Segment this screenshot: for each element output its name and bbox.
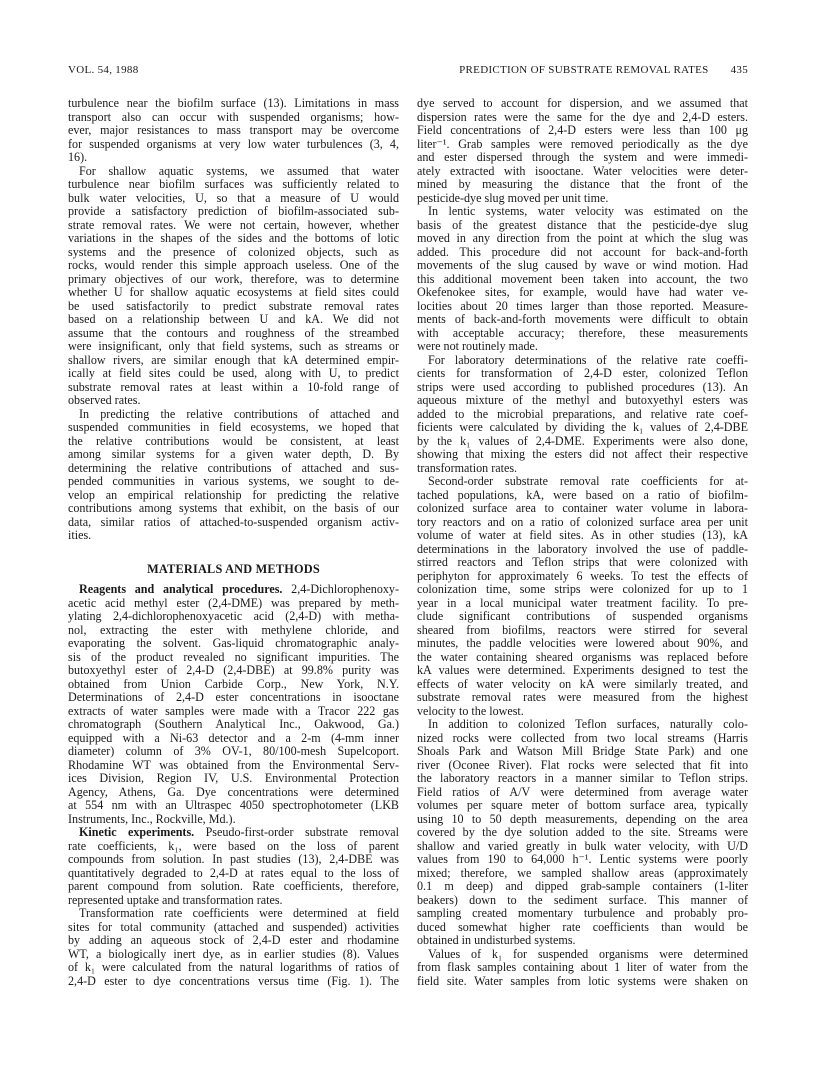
journal-volume: VOL. 54, 1988 — [68, 64, 139, 76]
text-line — [68, 192, 399, 206]
line-text: by the k₁ values of 2,4-DME. Experiments were also done, — [417, 433, 748, 448]
line-text: Agency, Athens, Ga. Dye concentrations were determined — [68, 784, 399, 799]
text-line — [68, 273, 399, 287]
running-title-and-page — [459, 64, 748, 76]
text-line — [68, 516, 399, 530]
line-text: Instruments, Inc., Rockville, Md.). — [68, 811, 236, 826]
line-text: field site. Water samples from lotic systems were shaken on — [417, 973, 748, 988]
text-line — [68, 435, 399, 449]
text-line — [417, 300, 748, 314]
text-line — [68, 381, 399, 395]
line-text: liter⁻¹. Grab samples were removed periodically as the dye — [417, 136, 748, 151]
left-column — [68, 97, 399, 988]
line-text: by adding an aqueous stock of 2,4-D ester and rhodamine — [68, 933, 399, 947]
line-text: For laboratory determinations of the relative rate coeffi- — [428, 352, 748, 367]
line-text: were insignificant, only that field systems, such as streams or — [68, 339, 399, 353]
text-line — [68, 799, 399, 813]
line-text: extracts of water samples were made with a Tracor 222 gas — [68, 703, 399, 718]
text-line — [417, 259, 748, 273]
line-text: transformation rates. — [417, 460, 518, 475]
line-text: covered by the dye solution added to the site. Streams were — [417, 825, 748, 839]
text-line — [68, 894, 399, 908]
line-text: In addition to colonized Teflon surfaces, naturally colo- — [428, 717, 748, 731]
line-text: WT, a biologically inert dye, as in earlier studies (8). Values — [68, 946, 399, 961]
text-line — [417, 597, 748, 611]
text-line — [417, 151, 748, 165]
line-text: obtained from Union Carbide Corp., New York, N.Y. — [68, 676, 399, 691]
text-line — [417, 894, 748, 908]
text-line — [68, 853, 399, 867]
paragraph — [68, 97, 399, 165]
text-line — [68, 489, 399, 503]
text-line — [417, 273, 748, 287]
text-line — [417, 732, 748, 746]
line-text: Okefenokee sites, for example, would have had water ve- — [417, 285, 748, 299]
text-line — [417, 462, 748, 476]
text-line — [417, 705, 748, 719]
text-line — [417, 759, 748, 773]
text-line — [417, 543, 748, 557]
line-text: movements of the slug caused by wave or wind motion. Had — [417, 258, 748, 272]
text-line — [68, 921, 399, 935]
line-text: dye served to account for dispersion, and we assumed that — [417, 96, 748, 110]
line-text: and ester dispersed through the system and were immedi- — [417, 150, 748, 164]
text-line — [68, 178, 399, 192]
paragraph — [417, 718, 748, 948]
text-line — [68, 651, 399, 665]
text-line — [68, 637, 399, 651]
text-line — [417, 354, 748, 368]
line-text: velocity to the lowest. — [417, 703, 524, 718]
text-line — [417, 718, 748, 732]
line-text: based on a relationship between U and kA. We did not — [68, 312, 399, 326]
line-text: sis of the product revealed no significant impurities. The — [68, 649, 399, 664]
line-text: substrate removal rates at least within a 10-fold range of — [68, 379, 399, 394]
line-text: 16). — [68, 150, 88, 164]
paragraph-run-in-heading: Reagents and analytical procedures. — [79, 582, 283, 596]
running-title: PREDICTION OF SUBSTRATE REMOVAL RATES — [459, 64, 709, 76]
line-text: year in a local municipal water treatment facility. To pre- — [417, 595, 748, 610]
line-text: mixed; therefore, we sampled shallow areas (approximately — [417, 865, 748, 880]
line-text: tached populations, kA, were based on a ratio of biofilm- — [417, 487, 748, 502]
line-text: Rhodamine WT was obtained from the Environmental Serv- — [68, 757, 399, 772]
line-text: Shoals Park and Watson Mill Bridge State Park) and one — [417, 744, 748, 758]
line-text: equipped with a Ni-63 detector and a 2-m (4-mm inner — [68, 730, 399, 745]
text-line — [68, 111, 399, 125]
right-column — [417, 97, 748, 988]
text-line — [68, 840, 399, 854]
text-line — [68, 367, 399, 381]
line-text: Values of k₁ for suspended organisms were determined — [428, 946, 748, 961]
line-text: aqueous mixture of the methyl and butoxyethyl esters was — [417, 393, 748, 407]
line-text: data, similar ratios of attached-to-suspended organism activ- — [68, 514, 399, 529]
text-line — [68, 421, 399, 435]
paragraph — [417, 97, 748, 205]
line-text: effects of water velocity on kA were similarly treated, and — [417, 676, 748, 691]
text-line — [417, 556, 748, 570]
line-text: mined by measuring the distance that the front of the — [417, 177, 748, 191]
running-head — [68, 64, 748, 78]
line-text: quantitatively degraded to 2,4-D at rates equal to the loss of — [68, 865, 399, 880]
line-text: In lentic systems, water velocity was estimated on the — [428, 204, 748, 218]
text-line — [417, 853, 748, 867]
text-line — [68, 462, 399, 476]
page-number: 435 — [730, 64, 748, 76]
line-text: evaporating the solvent. Gas-liquid chromatographic analy- — [68, 636, 399, 650]
text-line — [417, 772, 748, 786]
text-line — [68, 259, 399, 273]
line-text: ately extracted with isooctane. Water velocities were deter- — [417, 163, 748, 178]
line-text: locities about 20 times larger than those reported. Measure- — [417, 298, 748, 313]
line-text: parent compound from solution. Rate coefficients, therefore, — [68, 879, 399, 893]
text-line — [417, 691, 748, 705]
line-text: ever, major resistances to mass transport may be overcome — [68, 123, 399, 137]
text-line — [417, 178, 748, 192]
paragraph — [68, 826, 399, 907]
paragraph — [68, 408, 399, 543]
text-line — [68, 718, 399, 732]
line-text: periphyton for approximately 6 weeks. To test the effects of — [417, 568, 748, 583]
text-line — [417, 664, 748, 678]
text-line — [417, 340, 748, 354]
line-text: turbulence near biofilm surfaces was sufficiently related to — [68, 177, 399, 191]
text-line — [68, 961, 399, 975]
line-text: values from 190 to 64,000 h⁻¹. Lentic systems were poorly — [417, 852, 748, 866]
text-line — [68, 732, 399, 746]
paragraph — [68, 583, 399, 826]
line-text: ficients were calculated by dividing the k₁ values of 2,4-DBE — [417, 420, 748, 434]
line-text: chromatograph (Southern Analytical Inc., Oakwood, Ga.) — [68, 717, 399, 731]
line-text: pesticide-dye slug moved per unit time. — [417, 190, 609, 205]
line-text: stirred reactors and Teflon strips that were colonized with — [417, 555, 748, 569]
text-line — [68, 705, 399, 719]
line-text: assume that the contours and roughness of the streambed — [68, 325, 399, 340]
line-text: provide a satisfactory prediction of biofilm-associated sub- — [68, 204, 399, 218]
line-text: shallow rivers, are similar enough that kA determined empir- — [68, 352, 399, 367]
text-line — [68, 745, 399, 759]
line-text: acetic acid methyl ester (2,4-DME) was prepared by meth- — [68, 595, 399, 610]
text-line — [417, 408, 748, 422]
text-line — [68, 934, 399, 948]
line-text: nized rocks were collected from two local streams (Harris — [417, 730, 748, 745]
line-text: rate coefficients, k₁, were based on the loss of parent — [68, 838, 399, 853]
text-line — [417, 529, 748, 543]
text-line — [68, 286, 399, 300]
text-line — [68, 772, 399, 786]
line-text: be used satisfactorily to predict substrate removal rates — [68, 298, 399, 313]
text-line — [68, 327, 399, 341]
line-text: ities. — [68, 528, 92, 542]
text-line — [417, 610, 748, 624]
line-text: of k₁ were calculated from the natural logarithms of ratios of — [68, 960, 399, 974]
text-line — [68, 475, 399, 489]
line-text: determining the relative contributions of attached and sus- — [68, 460, 399, 475]
line-text: the laboratory reactors in a manner similar to Teflon strips. — [417, 771, 748, 785]
line-text: bulk water velocities, U, so that a measure of U would — [68, 190, 399, 205]
text-line — [68, 597, 399, 611]
line-text: strate removal rates. We were not certain, however, whether — [68, 217, 399, 232]
line-text: beakers) down to the sediment surface. This manner of — [417, 892, 748, 907]
text-line — [417, 840, 748, 854]
line-text: velop an empirical relationship for predicting the relative — [68, 487, 399, 502]
line-text: represented uptake and transformation rates. — [68, 892, 283, 907]
text-line — [417, 165, 748, 179]
text-line — [417, 678, 748, 692]
text-line — [417, 570, 748, 584]
paragraph — [417, 354, 748, 476]
line-text: river (Oconee River). Flat rocks were selected that fit into — [417, 757, 748, 772]
line-text: For shallow aquatic systems, we assumed that water — [79, 163, 399, 178]
line-text: ices Division, Region IV, U.S. Environmental Protection — [68, 771, 399, 785]
text-line — [417, 799, 748, 813]
line-text: diameter) column of 3% OV-1, 80/100-mesh Supelcoport. — [68, 744, 399, 758]
text-line — [417, 313, 748, 327]
text-line — [417, 921, 748, 935]
text-line — [417, 880, 748, 894]
line-text: strips were used according to published procedures (13). An — [417, 379, 748, 394]
text-line — [68, 948, 399, 962]
line-text: using 10 to 50 depth measurements, depending on the area — [417, 811, 748, 826]
line-text: added to the microbial preparations, and relative rate coef- — [417, 406, 748, 421]
text-line — [417, 624, 748, 638]
line-text: Second-order substrate removal rate coefficients for at- — [428, 474, 748, 488]
line-text: minutes, the paddle velocities were lowered about 90%, and — [417, 636, 748, 650]
text-line — [68, 97, 399, 111]
line-text: among similar systems for a given water depth, D. By — [68, 447, 399, 461]
text-line — [68, 408, 399, 422]
line-text: colonized surface area to container water volume in labora- — [417, 501, 748, 515]
text-line — [417, 502, 748, 516]
line-text: ically at field sites could be used, along with U, to predict — [68, 366, 399, 380]
text-line — [417, 826, 748, 840]
line-text: colonization time, some strips were colonized for up to 1 — [417, 582, 748, 596]
line-text: In predicting the relative contributions of attached and — [79, 406, 399, 421]
text-line — [68, 313, 399, 327]
line-text: dispersion rates were the same for the dye and 2,4-D esters. — [417, 109, 748, 124]
line-text: transport also can occur with suspended organisms; how- — [68, 109, 399, 124]
text-line — [68, 786, 399, 800]
paragraph-run-in-heading: Kinetic experiments. — [79, 825, 195, 839]
text-line — [417, 246, 748, 260]
text-line — [417, 367, 748, 381]
line-text: variations in the shapes of the sides and the bottoms of lotic — [68, 231, 399, 245]
line-text: rocks, would render this simple approach useless. One of the — [68, 258, 399, 272]
text-line — [68, 165, 399, 179]
line-text: were not routinely made. — [417, 339, 538, 353]
text-line — [417, 786, 748, 800]
text-line — [417, 219, 748, 233]
text-line — [417, 637, 748, 651]
text-line — [417, 448, 748, 462]
text-line — [417, 192, 748, 206]
text-line — [68, 300, 399, 314]
text-line — [417, 138, 748, 152]
paragraph — [417, 205, 748, 354]
line-text: Determinations of 2,4-D ester concentrations in isooctane — [68, 690, 399, 704]
line-text: Field ratios of A/V were determined from average water — [417, 784, 748, 799]
line-text: sampling created momentary turbulence and probably pro- — [417, 906, 748, 920]
line-text: sheared from biofilms, reactors were stirred for several — [417, 622, 748, 637]
paragraph — [68, 907, 399, 988]
line-text: basis of the greatest distance that the pesticide-dye slug — [417, 217, 748, 232]
line-text: pended communities in various systems, we sought to de- — [68, 474, 399, 488]
line-text: nol, extracting the ester with methylene chloride, and — [68, 622, 399, 637]
line-text: whether U for shallow aquatic ecosystems at field sites could — [68, 285, 399, 299]
line-text: moved in any direction from the point at which the slug was — [417, 231, 748, 245]
line-text: ments of back-and-forth movements were difficult to obtain — [417, 312, 748, 326]
line-text: primary objectives of our work, therefore, was to determine — [68, 271, 399, 286]
line-text: tory reactors and on a ratio of colonized surface area per unit — [417, 514, 748, 529]
line-text: contributions among systems that exhibit, on the basis of our — [68, 501, 399, 515]
text-line — [417, 745, 748, 759]
text-line — [68, 205, 399, 219]
text-line — [68, 826, 399, 840]
text-line — [68, 219, 399, 233]
text-line — [68, 502, 399, 516]
section-heading: MATERIALS AND METHODS — [147, 561, 320, 576]
text-line — [417, 475, 748, 489]
line-text: determinations in the laboratory involved the use of paddle- — [417, 541, 748, 556]
line-text: turbulence near the biofilm surface (13). Limitations in mass — [68, 96, 399, 110]
line-text: ylating 2,4-dichlorophenoxyacetic acid (2,4-D) with metha- — [68, 609, 399, 623]
text-line — [417, 867, 748, 881]
text-line — [68, 583, 399, 597]
line-text: the relative contributions would be consistent, at least — [68, 433, 399, 448]
text-line — [417, 516, 748, 530]
line-text: butoxyethyl ester of 2,4-D (2,4-DBE) at 99.8% purity was — [68, 663, 399, 677]
text-line — [68, 138, 399, 152]
line-text: volume of water at field sites. As in other studies (13), kA — [417, 528, 748, 542]
text-line — [417, 124, 748, 138]
text-line — [68, 880, 399, 894]
line-text: systems and the presence of colonized objects, such as — [68, 244, 399, 259]
line-text: shallow and varied greatly in bulk water velocity, with U/D — [417, 838, 748, 853]
line-text: volumes per square meter of bottom surface area, typically — [417, 798, 748, 812]
text-line — [417, 381, 748, 395]
text-line — [417, 286, 748, 300]
line-text: 0.1 m deep) and dipped grab-sample containers (1-liter — [417, 879, 748, 893]
text-line — [417, 111, 748, 125]
line-text: for suspended organisms at very low water turbulences (3, 4, — [68, 136, 399, 151]
line-text: at 554 nm with an Ultraspec 4050 spectrophotometer (LKB — [68, 798, 399, 812]
text-line — [417, 421, 748, 435]
text-line — [68, 529, 399, 543]
text-line — [417, 583, 748, 597]
text-line — [417, 394, 748, 408]
line-text: with acceptable accuracy; therefore, these measurements — [417, 325, 748, 340]
text-line — [68, 813, 399, 827]
line-text: showing that mixing the esters did not affect their respective — [417, 447, 748, 461]
text-line — [417, 232, 748, 246]
line-text: cients for transformation of 2,4-D ester, colonized Teflon — [417, 366, 748, 380]
line-text: duced somewhat higher rate coefficients than would be — [417, 919, 748, 934]
line-text: sites for total community (attached and suspended) activities — [68, 919, 399, 934]
text-line — [417, 961, 748, 975]
line-text: observed rates. — [68, 393, 141, 407]
paragraph — [417, 475, 748, 718]
line-text: obtained in undisturbed systems. — [417, 933, 576, 947]
text-line — [68, 232, 399, 246]
line-text: this additional movement been taken into account, the two — [417, 271, 748, 286]
text-line — [68, 340, 399, 354]
text-line — [68, 151, 399, 165]
text-line — [68, 664, 399, 678]
line-text: added. This procedure did not account for back-and-forth — [417, 244, 748, 259]
text-line — [417, 205, 748, 219]
line-text: 2,4-Dichlorophenoxy- — [282, 582, 399, 596]
text-line — [68, 448, 399, 462]
text-line — [68, 691, 399, 705]
text-line — [68, 867, 399, 881]
line-text: Field concentrations of 2,4-D esters were less than 100 μg — [417, 123, 748, 137]
text-line — [417, 489, 748, 503]
text-line — [68, 759, 399, 773]
text-line — [68, 907, 399, 921]
text-line — [68, 124, 399, 138]
line-text: kA values were determined. Experiments designed to test the — [417, 663, 748, 677]
paragraph — [417, 948, 748, 989]
line-text: Pseudo-first-order substrate removal — [194, 825, 399, 839]
text-line — [417, 948, 748, 962]
line-text: clude significant contributions of suspended organisms — [417, 609, 748, 623]
line-text: substrate removal rates were measured from the highest — [417, 690, 748, 704]
text-line — [68, 354, 399, 368]
text-line — [417, 97, 748, 111]
text-line — [417, 327, 748, 341]
text-line — [417, 934, 748, 948]
paragraph — [68, 165, 399, 408]
line-text: 2,4-D ester to dye concentrations versus time (Fig. 1). The — [68, 973, 399, 988]
text-line — [68, 394, 399, 408]
text-line — [417, 975, 748, 989]
line-text: from flask samples containing about 1 liter of water from the — [417, 960, 748, 974]
text-line — [68, 610, 399, 624]
text-line — [417, 907, 748, 921]
line-text: Transformation rate coefficients were determined at field — [79, 906, 399, 920]
text-line — [68, 975, 399, 989]
text-line — [68, 678, 399, 692]
line-text: suspended communities in field ecosystems, we hoped that — [68, 420, 399, 434]
text-line — [68, 624, 399, 638]
text-line — [68, 246, 399, 260]
text-line — [417, 651, 748, 665]
text-line — [417, 435, 748, 449]
line-text: compounds from solution. In past studies (13), 2,4-DBE was — [68, 852, 399, 866]
text-line — [417, 813, 748, 827]
line-text: the water containing sheared organisms was replaced before — [417, 649, 748, 664]
